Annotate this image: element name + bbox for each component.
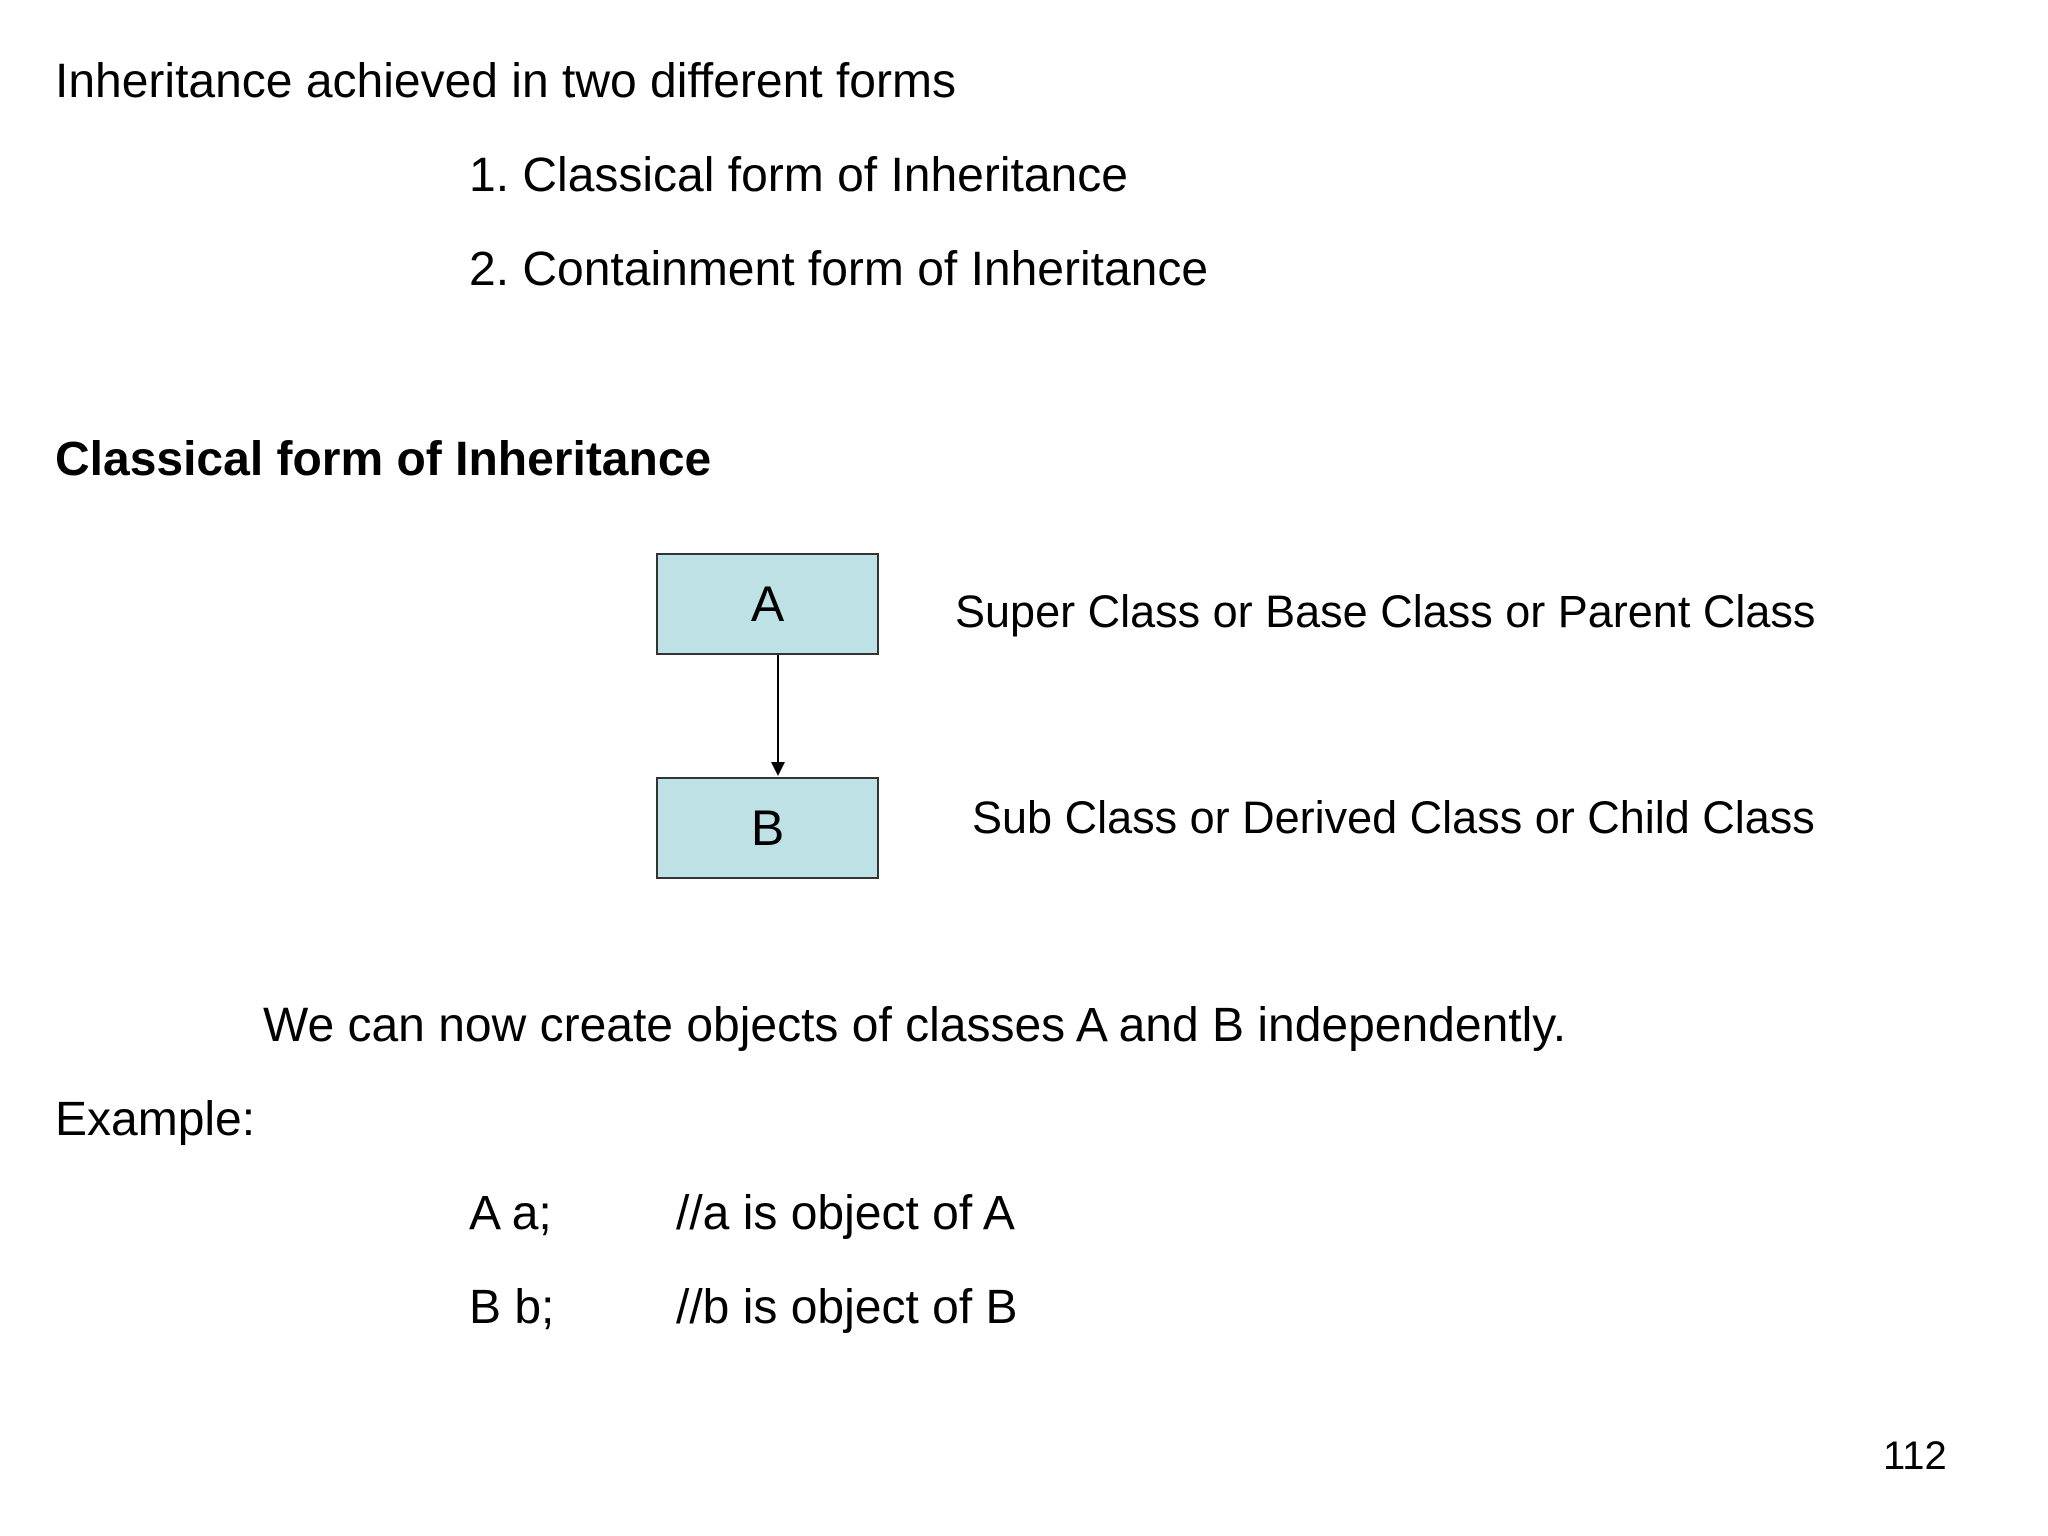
class-a-label: A — [750, 576, 785, 632]
form-item-1: 1. Classical form of Inheritance — [469, 149, 1128, 202]
parent-class-description: Super Class or Base Class or Parent Class — [955, 586, 1816, 637]
arrow-tip — [771, 762, 785, 776]
page-number: 112 — [1883, 1434, 1947, 1478]
child-class-description: Sub Class or Derived Class or Child Class — [972, 792, 1815, 843]
statement-text: We can now create objects of classes A and B independently. — [263, 999, 1567, 1052]
example-code-a: A a; — [469, 1187, 552, 1240]
example-comment-a: //a is object of A — [676, 1187, 1015, 1240]
class-b-box — [656, 777, 879, 879]
class-a-box — [656, 553, 879, 655]
section-heading: Classical form of Inheritance — [55, 433, 712, 486]
example-code-b: B b; — [469, 1281, 555, 1334]
example-label: Example: — [55, 1093, 256, 1146]
intro-text: Inheritance achieved in two different forms — [55, 55, 956, 108]
form-item-2: 2. Containment form of Inheritance — [469, 243, 1209, 296]
class-b-label: B — [750, 800, 785, 856]
example-comment-b: //b is object of B — [676, 1281, 1018, 1334]
